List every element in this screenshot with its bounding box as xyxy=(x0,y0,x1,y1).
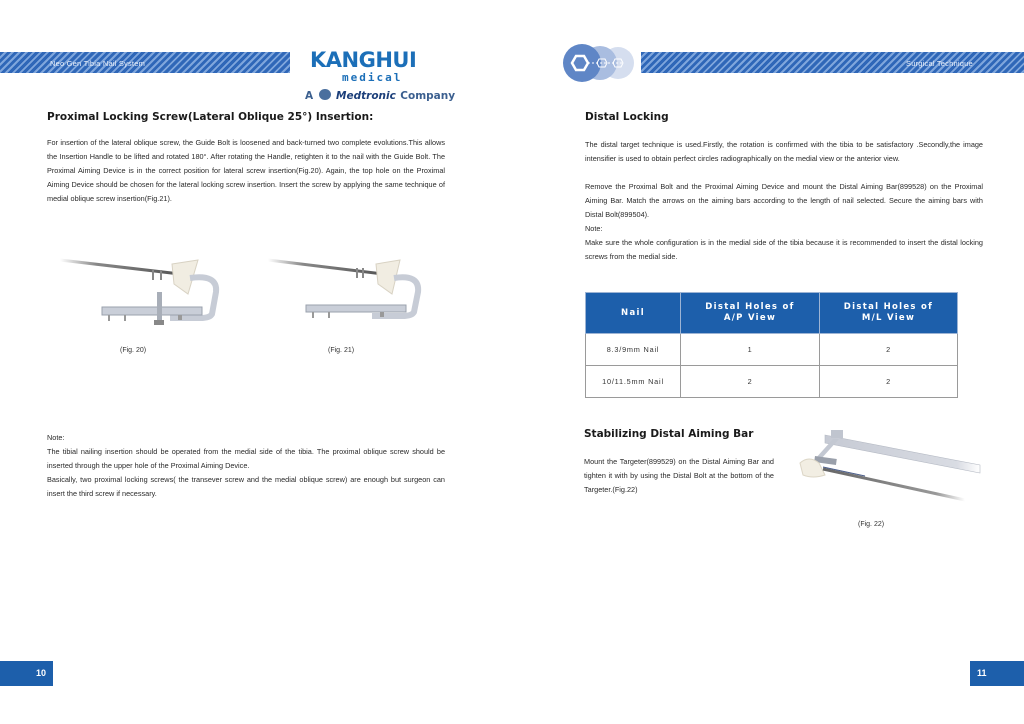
table-row xyxy=(586,366,958,398)
table-header-row xyxy=(586,293,958,334)
right-header-banner-text: Surgical Technique xyxy=(906,59,973,68)
right-subsection-text: Mount the Targeter(899529) on the Distal Aiming Bar and tighten it with by using the Distal Bolt at the bottom of the Targeter.(Fig.22) xyxy=(584,457,774,494)
medtronic-globe-icon xyxy=(319,89,331,100)
table-header-nail-text: Nail xyxy=(621,307,645,318)
right-header-banner xyxy=(641,52,1024,73)
logo-tagline xyxy=(305,86,455,104)
logo-tagline-prefix: A xyxy=(305,90,314,102)
kanghui-logo xyxy=(305,48,455,104)
table-cell-ap: 1 xyxy=(681,334,820,366)
table-row xyxy=(586,334,958,366)
table-cell-ml: 2 xyxy=(820,366,958,398)
right-paragraph-1: The distal target technique is used.Firstly, the rotation is confirmed with the tibia to be satisfactory .Secondly,the image intensifier is used to obtain perfect circles radiographically on the medial view or the anterior view. xyxy=(585,140,983,163)
table-cell-nail: 8.3/9mm Nail xyxy=(586,334,681,366)
right-page-number-tab xyxy=(970,661,1024,686)
left-page-number: 10 xyxy=(35,668,46,678)
figure-20-image xyxy=(60,252,230,334)
figure-21-caption: (Fig. 21) xyxy=(328,347,355,354)
logo-tagline-suffix: Company xyxy=(400,90,456,102)
left-page-number-tab xyxy=(0,661,53,686)
table-cell-ap: 2 xyxy=(681,366,820,398)
left-note-label: Note: xyxy=(47,433,65,442)
table-header-ap-view xyxy=(681,293,820,334)
table-header-ml-line-2: M/L View xyxy=(861,313,916,323)
table-header-ap-line-2: A/P View xyxy=(723,313,777,323)
right-note-text: Make sure the whole configuration is in the medial side of the tibia because it is recommended to insert the distal locking screws from the medial side. xyxy=(585,238,983,261)
table-cell-ml: 2 xyxy=(820,334,958,366)
logo-sub: medical xyxy=(342,71,403,84)
right-section-title: Distal Locking xyxy=(585,111,669,123)
kanghui-circles-emblem xyxy=(562,43,638,83)
logo-tagline-brand: Medtronic xyxy=(336,90,396,102)
left-note-line-1: The tibial nailing insertion should be operated from the medial side of the tibia. The proximal oblique screw should be inserted through the upper hole of the Proximal Aiming Device. xyxy=(47,447,445,470)
distal-holes-table xyxy=(585,292,958,398)
table-header-ap-line-1: Distal Holes of xyxy=(705,302,795,312)
left-section-title: Proximal Locking Screw(Lateral Oblique 25°) Insertion: xyxy=(47,111,374,123)
right-paragraph-2: Remove the Proximal Bolt and the Proximal Aiming Device and mount the Distal Aiming Bar(899528) on the Proximal Aiming Bar. Match the arrows on the aiming bars according to the length of nail selected. Secure the aiming bars with Distal Bolt(899504). xyxy=(585,182,983,219)
table-header-ml-line-1: Distal Holes of xyxy=(843,302,934,312)
left-intro-paragraph: For insertion of the lateral oblique screw, the Guide Bolt is loosened and back-turned two complete evolutions.This allows the Insertion Handle to be lifted and rotated 180°. After rotating the Handle, retighten it to the nail with the Guide Bolt. The Proximal Aiming Device is in the correct position for lateral screw insertion(Fig.20). Again, the top hole on the Proximal Aiming Device should be chosen for the lateral locking screw insertion. Insert the screw by applying the same technique of medial oblique screw insertion(Fig.21). xyxy=(47,138,445,203)
figure-20-caption: (Fig. 20) xyxy=(120,347,147,354)
left-header-banner xyxy=(0,52,290,73)
right-note-label: Note: xyxy=(585,224,603,233)
figure-21-image xyxy=(268,252,428,334)
logo-brand: KANGHUI xyxy=(310,48,417,72)
table-cell-nail: 10/11.5mm Nail xyxy=(586,366,681,398)
right-page-number: 11 xyxy=(977,668,987,678)
figure-22-image xyxy=(795,425,985,510)
left-header-banner-text: Neo Gen Tibia Nail System xyxy=(50,59,146,68)
left-note-line-2: Basically, two proximal locking screws( the transever screw and the medial oblique screw) are enough but surgeon can insert the third screw if necessary. xyxy=(47,475,445,498)
table-header-nail xyxy=(586,293,681,334)
figure-22-caption: (Fig. 22) xyxy=(858,521,885,528)
table-header-ml-view xyxy=(820,293,958,334)
right-subsection-title: Stabilizing Distal Aiming Bar xyxy=(584,428,754,440)
